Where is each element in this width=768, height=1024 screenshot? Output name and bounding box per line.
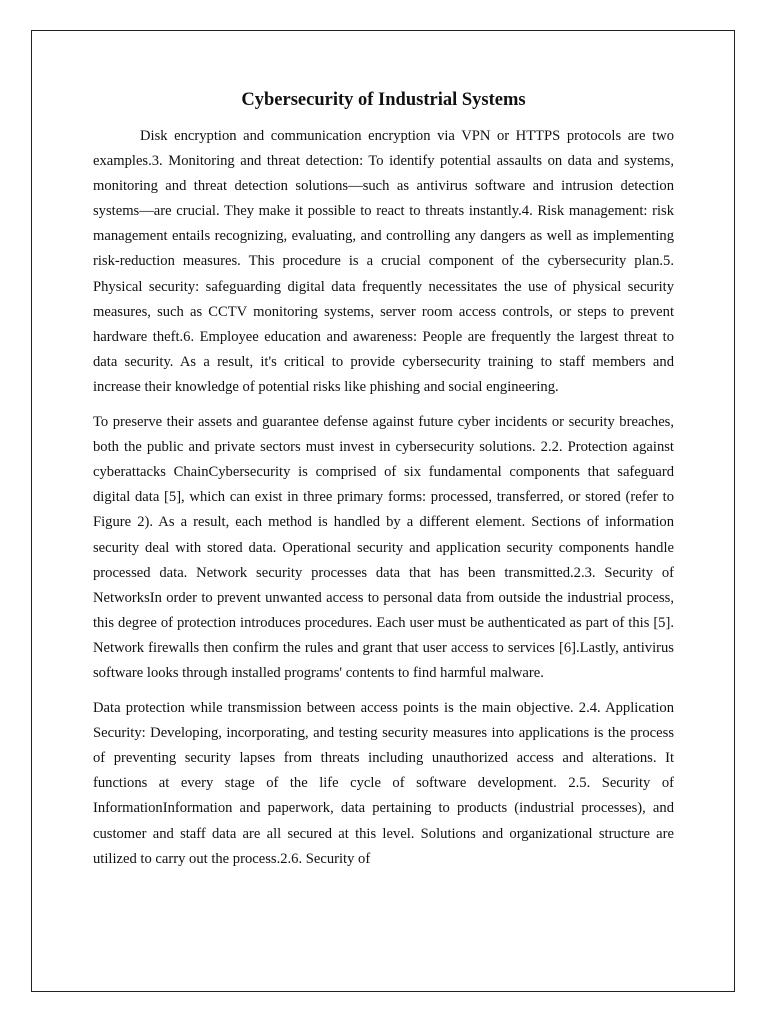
- paragraph-3: Data protection while transmission between access points is the main objective. 2.4. Application Security: Developing, incorporating, and testing security measures into applications is the process of preventing security lapses from threats including unauthorized access and alterations. It functions at every stage of the life cycle of software development. 2.5. Security of InformationInformation and paperwork, data pertaining to products (industrial processes), and customer and staff data are all secured at this level. Solutions and organizational structure are utilized to carry out the process.2.6. Security of: [93, 700, 674, 867]
- paragraph-2: To preserve their assets and guarantee defense against future cyber incidents or security breaches, both the public and private sectors must invest in cybersecurity solutions. 2.2. Protection against cyberattacks ChainCybersecurity is comprised of six fundamental components that safeguard digital data [5], which can exist in three primary forms: processed, transferred, or stored (refer to Figure 2). As a result, each method is handled by a different element. Sections of information security deal with stored data. Operational security and application security components handle processed data. Network security processes data that has been transmitted.2.3. Security of NetworksIn order to prevent unwanted access to personal data from outside the industrial process, this degree of protection introduces procedures. Each user must be authenticated as part of this [5]. Network firewalls then confirm the rules and grant that user access to services [6].Lastly, antivirus software looks through installed programs' contents to find harmful malware.: [93, 414, 674, 681]
- document-body: [93, 88, 674, 882]
- document-title: Cybersecurity of Industrial Systems: [241, 90, 526, 110]
- paragraph-1: Disk encryption and communication encryption via VPN or HTTPS protocols are two examples.3. Monitoring and threat detection: To identify potential assaults on data and systems, monitoring and threat detection solutions—such as antivirus software and intrusion detection systems—are crucial. They make it possible to react to threats instantly.4. Risk management: risk management entails recognizing, evaluating, and controlling any dangers as well as implementing risk-reduction measures. This procedure is a crucial component of the cybersecurity plan.5. Physical security: safeguarding digital data frequently necessitates the use of physical security measures, such as CCTV monitoring systems, server room access controls, or steps to prevent hardware theft.6. Employee education and awareness: People are frequently the largest threat to data security. As a result, it's critical to provide cybersecurity training to staff members and increase their knowledge of potential risks like phishing and social engineering.: [93, 128, 674, 395]
